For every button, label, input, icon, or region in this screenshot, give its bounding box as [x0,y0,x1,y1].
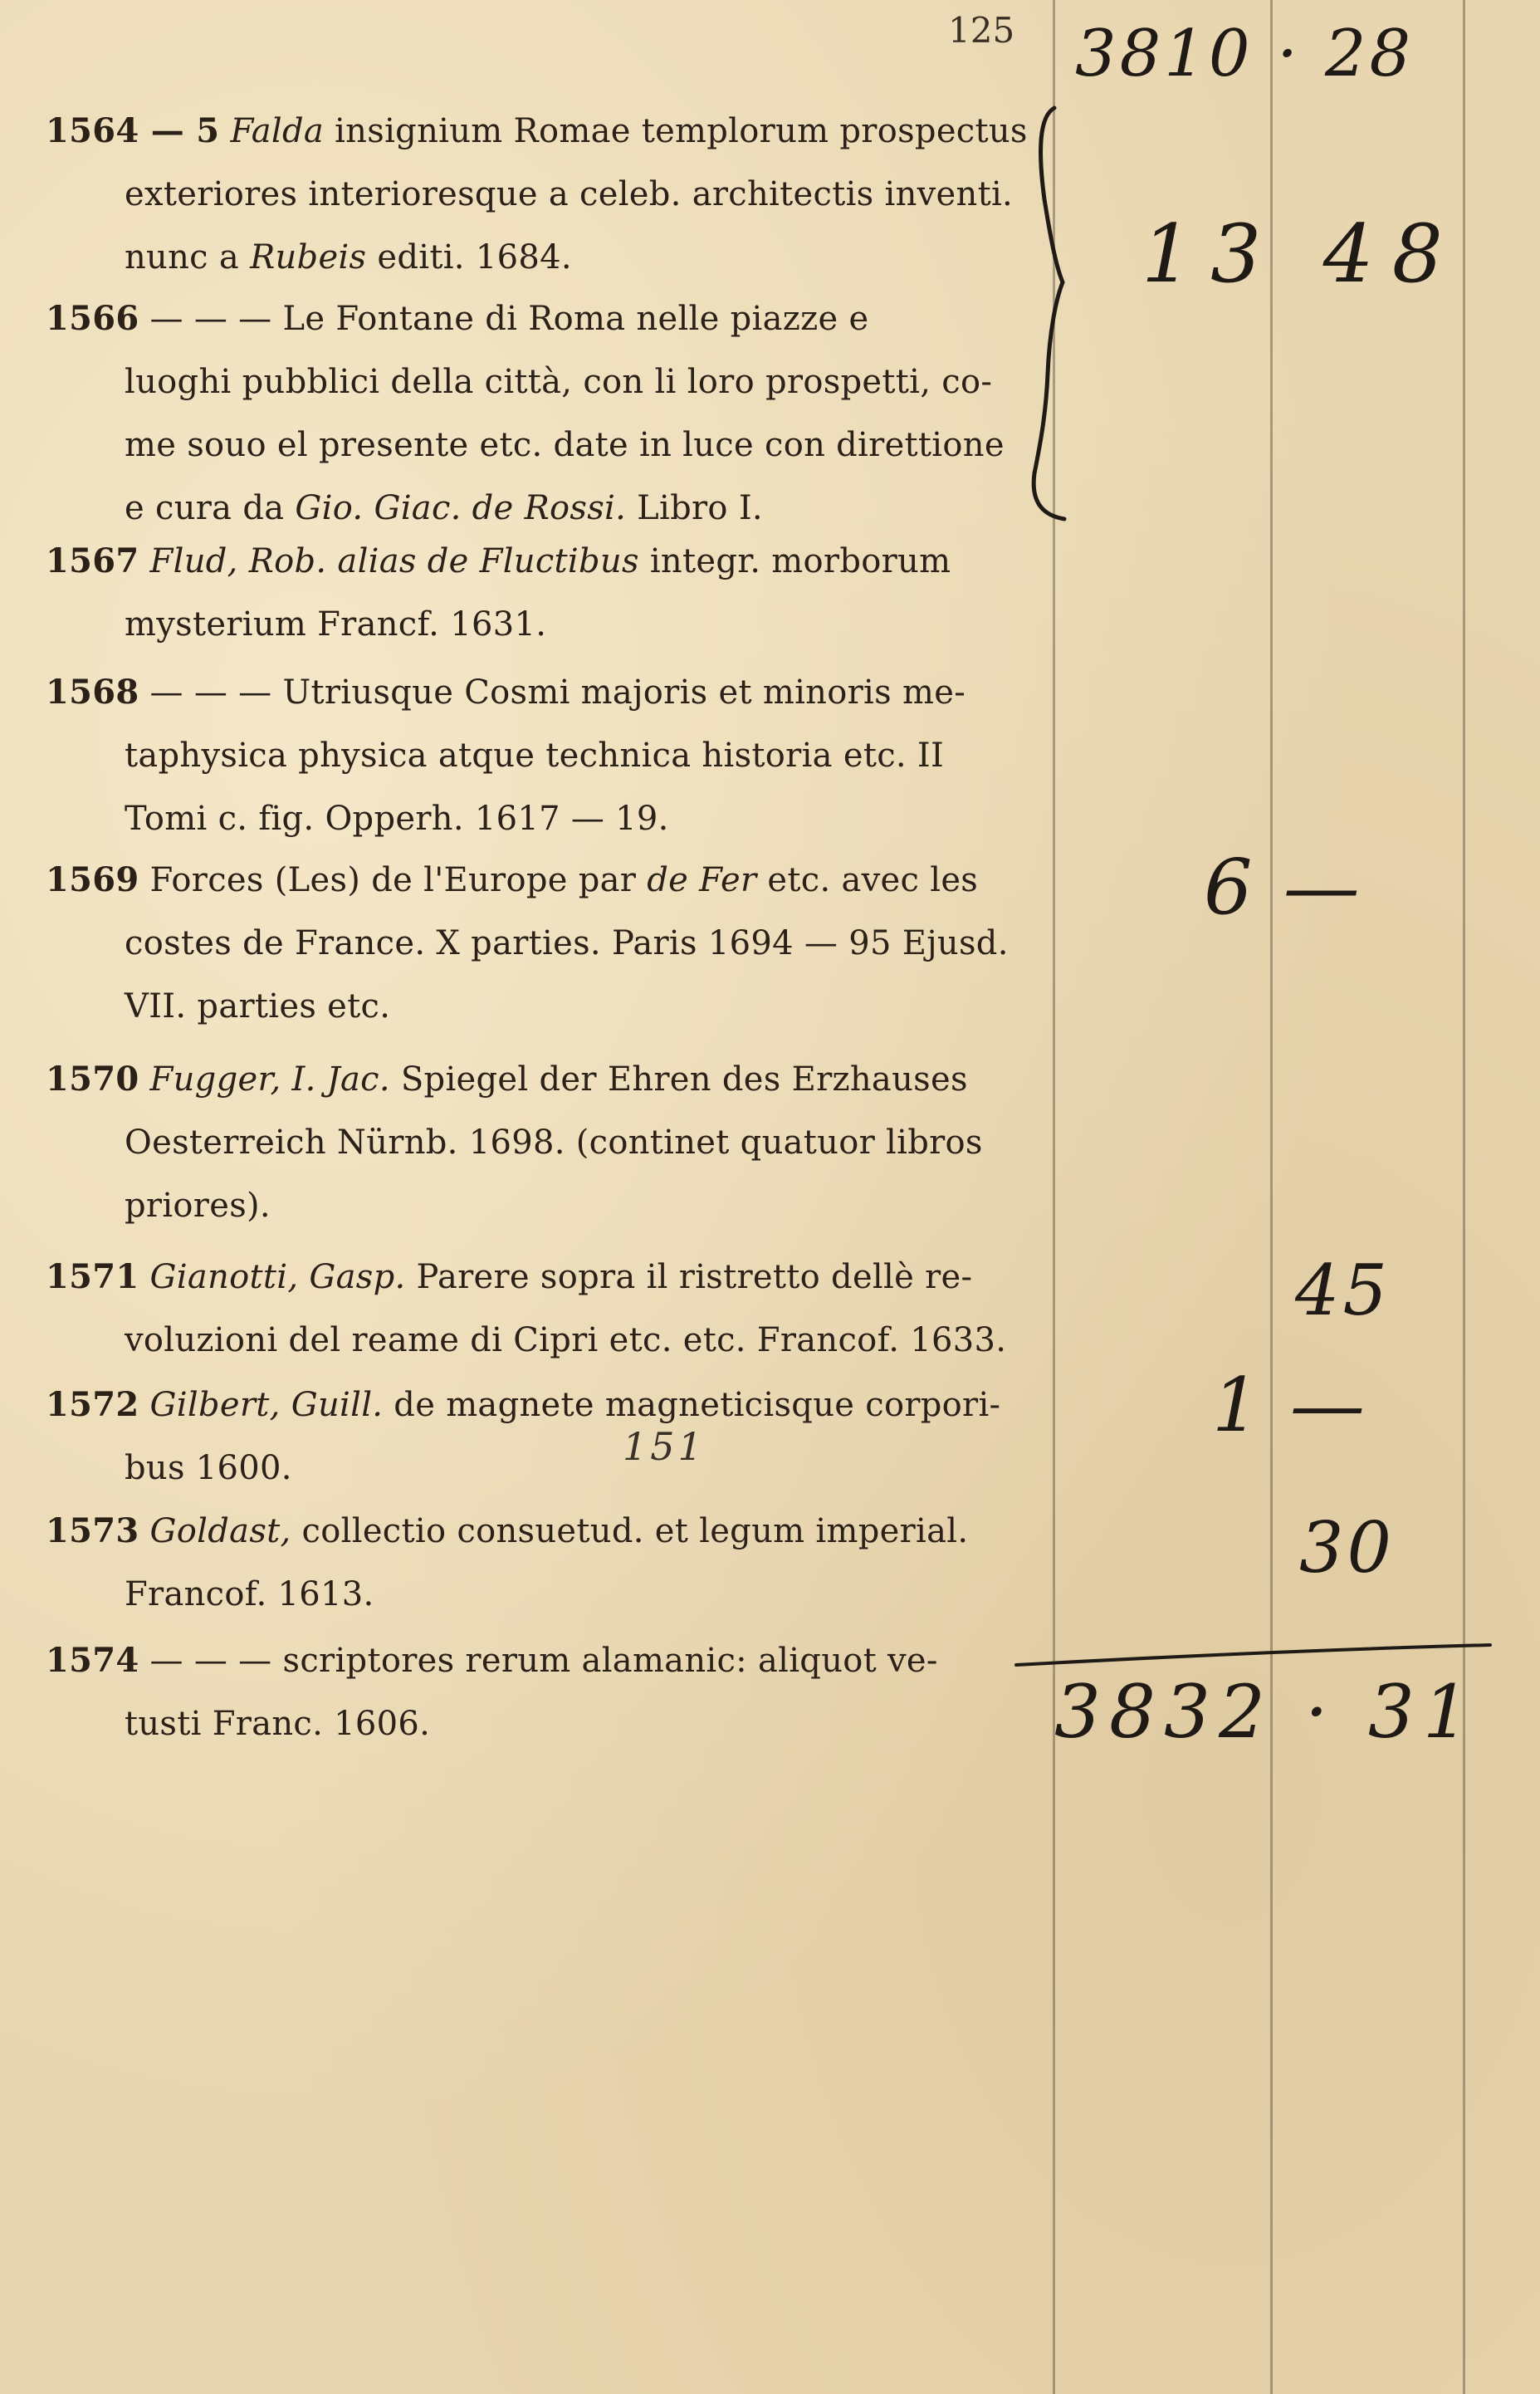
entry-continuation-line [46,1437,1025,1500]
handwritten-bracket-total: 13 48 [1142,208,1461,301]
handwritten-price-1569: 6 — [1204,843,1363,932]
entry-continuation-line [46,414,1025,477]
entry-text-italic: Rubeis [250,238,367,277]
entry-first-line [46,661,1025,724]
entry-number: 1574 [46,1641,139,1680]
catalogue-entry [46,1048,1025,1237]
entry-continuation-line [46,1309,1025,1372]
entry-continuation-line [46,1563,1025,1626]
entry-text: Tomi c. fig. Opperh. 1617 — 19. [125,800,669,838]
entry-number: 1567 [46,541,139,580]
handwritten-grand-total: 3832 · 31 [1054,1669,1478,1755]
entry-text: Spiegel der Ehren des Erzhauses [389,1060,968,1099]
entry-text: etc. avec les [756,861,979,899]
handwritten-total-rule [1013,1640,1494,1673]
entry-text: mysterium Francf. 1631. [125,605,547,644]
entry-first-line [46,287,1025,350]
entry-first-line [46,1629,1025,1692]
entry-text: taphysica physica atque technica historia etc. II [125,737,945,775]
entry-continuation-line [46,787,1025,850]
entry-text: exteriores interioresque a celeb. architectis inventi. [125,175,1014,213]
entry-text-italic: Falda [230,112,325,150]
catalogue-entry [46,530,1025,656]
entry-text: priores). [125,1187,271,1225]
entry-text: — — — scriptores rerum alamanic: aliquot ve- [149,1642,938,1680]
entry-continuation-line [46,975,1025,1038]
handwritten-price-1573: 30 [1299,1507,1395,1589]
entry-text: bus 1600. [125,1449,292,1487]
entry-text-italic: Gio. Giac. de Rossi. [295,489,627,527]
entry-text-italic: Flud, Rob. alias de Fluctibus [149,542,639,580]
catalogue-entry [46,1629,1025,1755]
entry-continuation-line [46,226,1025,289]
entry-text: costes de France. X parties. Paris 1694 — 95 Ejusd. [125,924,1009,962]
entry-number: 1568 [46,673,139,712]
entry-number: 1564 — 5 [46,111,220,150]
entry-text: Oesterreich Nürnb. 1698. (continet quatuor libros [125,1124,983,1162]
catalogue-entry [46,1246,1025,1372]
entry-text: — — — Le Fontane di Roma nelle piazze e [149,300,869,338]
catalogue-entry [46,287,1025,540]
handwritten-price-1572: 1 — [1212,1362,1368,1449]
entry-number: 1573 [46,1511,139,1550]
entry-first-line [46,1500,1025,1563]
catalogue-entry [46,1500,1025,1626]
entry-continuation-line [46,724,1025,787]
ledger-rule-middle [1270,0,1273,2394]
entry-continuation-line [46,912,1025,975]
entry-text: voluzioni del reame di Cipri etc. etc. Francof. 1633. [125,1321,1007,1359]
entry-text: VII. parties etc. [125,987,391,1026]
entry-text: integr. morborum [638,542,951,580]
entry-text: Libro I. [626,489,763,527]
entry-continuation-line [46,163,1025,226]
entry-continuation-line [46,350,1025,414]
ledger-rule-right [1463,0,1465,2394]
entry-text-italic: Gianotti, Gasp. [149,1258,406,1296]
entry-first-line [46,100,1028,163]
entry-continuation-line [46,1692,1025,1755]
entry-text-italic: de Fer [647,861,757,899]
handwritten-carry-forward: 3810 · 28 [1075,17,1415,91]
entry-text: tusti Franc. 1606. [125,1705,431,1743]
catalogue-entry [46,661,1025,850]
entry-text: editi. 1684. [366,238,572,277]
entry-text: nunc a [125,238,251,277]
entry-number: 1566 [46,299,139,338]
catalogue-entry [46,849,1025,1038]
entry-text: Forces (Les) de l'Europe par [149,861,648,899]
entry-text-italic: Goldast, [149,1512,291,1550]
entry-number: 1569 [46,860,139,899]
entry-first-line [46,1048,1025,1111]
entry-first-line [46,1373,1025,1437]
entry-continuation-line [46,1111,1025,1174]
entry-number: 1571 [46,1257,139,1296]
handwritten-price-1571: 45 [1295,1250,1391,1331]
entry-text: collectio consuetud. et legum imperial. [291,1512,969,1550]
entry-continuation-line [46,593,1025,656]
catalogue-entry [46,100,1028,289]
entry-first-line [46,1246,1025,1309]
entry-number: 1572 [46,1385,139,1424]
entry-text: insignium Romae templorum prospectus [324,112,1028,150]
entry-text: — — — Utriusque Cosmi majoris et minoris me- [149,673,966,712]
entry-continuation-line [46,1174,1025,1237]
entry-text: me souo el presente etc. date in luce con direttione [125,426,1005,464]
catalogue-entry [46,1373,1025,1500]
entry-first-line [46,530,1025,593]
entry-number: 1570 [46,1060,139,1099]
handwritten-brace [1023,100,1089,531]
entry-text-italic: Gilbert, Guill. [149,1386,384,1424]
entry-text: de magnete magneticisque corpori- [383,1386,1001,1424]
entry-text: Francof. 1613. [125,1575,374,1613]
handwritten-note-1572: 151 [623,1424,706,1469]
entry-text-italic: Fugger, I. Jac. [149,1060,390,1099]
page-number: 125 [948,10,1015,51]
entry-text: luoghi pubblici della città, con li loro prospetti, co- [125,363,993,401]
entry-text: e cura da [125,489,296,527]
entry-first-line [46,849,1025,912]
entry-text: Parere sopra il ristretto dellè re- [405,1258,973,1296]
